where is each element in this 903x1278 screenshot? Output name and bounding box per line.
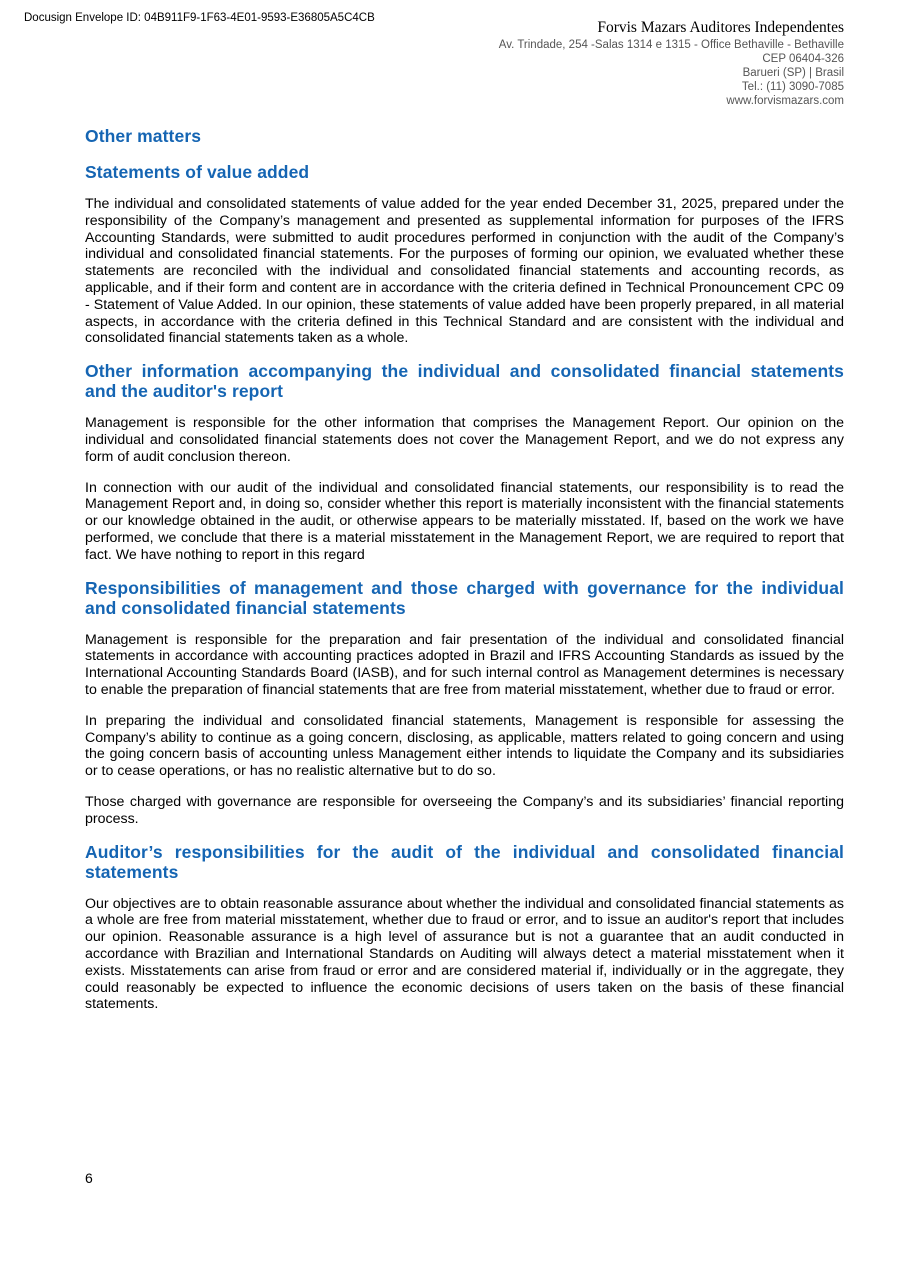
heading-other-information: Other information accompanying the individual and consolidated financial statements and the auditor's report [85, 361, 844, 402]
paragraph-rm-1: Management is responsible for the preparation and fair presentation of the individual and consolidated financial statements in accordance with accounting practices adopted in Brazil and IFRS Accounting Standards as issued by the International Accounting Standards Board (IASB), and for such internal control as Management determines is necessary to enable the preparation of financial statements that are free from material misstatement, whether due to fraud or error. [85, 631, 844, 698]
website: www.forvismazars.com [726, 95, 844, 107]
heading-other-matters: Other matters [85, 126, 202, 146]
docusign-envelope-id: Docusign Envelope ID: 04B911F9-1F63-4E01-9593-E36805A5C4CB [24, 12, 375, 24]
paragraph-rm-3: Those charged with governance are responsible for overseeing the Company’s and its subsidiaries’ financial reporting process. [85, 793, 844, 827]
page-number: 6 [85, 1170, 93, 1186]
heading-auditor-responsibilities: Auditor’s responsibilities for the audit of the individual and consolidated financial statements [85, 841, 844, 882]
paragraph-oi-1: Management is responsible for the other information that comprises the Management Report. Our opinion on the individual and consolidated financial statements does not cover the Management Report, and we do not express any form of audit conclusion thereon. [85, 415, 844, 465]
phone: Tel.: (11) 3090-7085 [741, 81, 844, 93]
heading-statements-of-value-added: Statements of value added [85, 162, 310, 182]
paragraph-ar-1: Our objectives are to obtain reasonable assurance about whether the individual and consolidated financial statements as a whole are free from material misstatement, whether due to fraud or error, and to issue an auditor's report that includes our opinion. Reasonable assurance is a high level of assurance but is not a guarantee that an audit conducted in accordance with Brazilian and International Standards on Auditing will always detect a material misstatement when it exists. Misstatements can arise from fraud or error and are considered material if, individually or in the aggregate, they could reasonably be expected to influence the economic decisions of users taken on the basis of these financial statements. [85, 895, 844, 1013]
address-line-3: Barueri (SP) | Brasil [742, 67, 844, 79]
heading-management-responsibilities: Responsibilities of management and those charged with governance for the individual and consolidated financial statements [85, 577, 844, 618]
paragraph-oi-2: In connection with our audit of the individual and consolidated financial statements, our responsibility is to read the Management Report and, in doing so, consider whether this report is materially inconsistent with the financial statements or our knowledge obtained in the audit, or otherwise appears to be materially misstated. If, based on the work we have performed, we conclude that there is a material misstatement in the Management Report, we are required to report that fact. We have nothing to report in this regard [85, 479, 844, 563]
report-body [85, 126, 844, 1027]
address-line-2: CEP 06404-326 [762, 53, 844, 65]
firm-name: Forvis Mazars Auditores Independentes [597, 19, 844, 36]
address-line-1: Av. Trindade, 254 -Salas 1314 e 1315 - Office Bethaville - Bethaville [498, 39, 844, 51]
paragraph-sva-1: The individual and consolidated statements of value added for the year ended December 31, 2025, prepared under the responsibility of the Company’s management and presented as supplemental information for purposes of the IFRS Accounting Standards, were submitted to audit procedures performed in conjunction with the audit of the Company’s individual and consolidated financial statements. For the purposes of forming our opinion, we evaluated whether these statements are reconciled with the individual and consolidated financial statements and accounting records, as applicable, and if their form and content are in accordance with the criteria defined in Technical Pronouncement CPC 09 - Statement of Value Added. In our opinion, these statements of value added have been properly prepared, in all material aspects, in accordance with the criteria defined in this Technical Standard and are consistent with the individual and consolidated financial statements taken as a whole. [85, 196, 844, 347]
paragraph-rm-2: In preparing the individual and consolidated financial statements, Management is responsible for assessing the Company’s ability to continue as a going concern, disclosing, as applicable, matters related to going concern and using the going concern basis of accounting unless Management either intends to liquidate the Company and its subsidiaries or to cease operations, or has no realistic alternative but to do so. [85, 712, 844, 780]
letterhead [499, 19, 844, 108]
